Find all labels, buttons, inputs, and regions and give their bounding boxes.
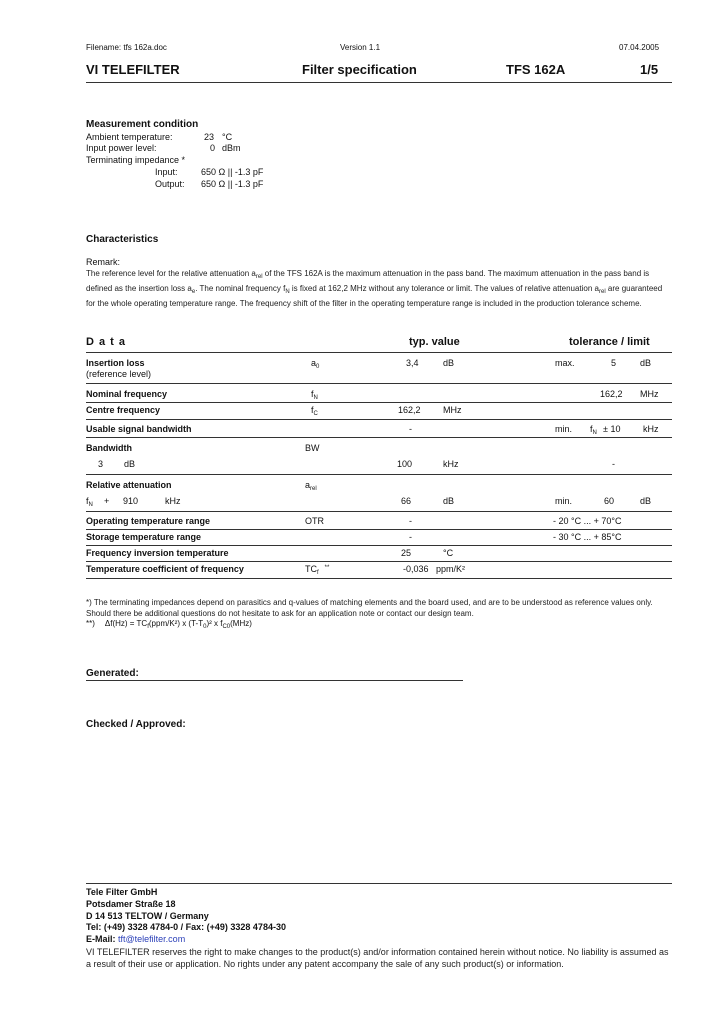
relative-attenuation-tol-prefix: min. xyxy=(555,496,573,506)
inversion-unit: °C xyxy=(443,548,454,558)
header-product: TFS 162A xyxy=(506,62,566,77)
ambient-value: 23 xyxy=(204,132,215,142)
ambient-unit: °C xyxy=(222,132,233,142)
footer-street: Potsdamer Straße 18 xyxy=(86,899,176,909)
bandwidth-level-unit: dB xyxy=(124,459,136,469)
row-rule xyxy=(86,474,672,475)
centre-frequency-symbol: $f_C$ xyxy=(311,405,318,417)
relative-attenuation-offset: 910 xyxy=(123,496,139,506)
row-rule xyxy=(86,402,672,403)
insertion-loss-sublabel: (reference level) xyxy=(86,369,152,379)
tcf-unit: ppm/K² xyxy=(436,564,466,574)
tolerance-heading: tolerance / limit xyxy=(569,336,650,348)
remark-label: Remark: xyxy=(86,257,121,267)
insertion-loss-label: Insertion loss xyxy=(86,358,145,368)
storage-tolerance: - 30 °C ... + 85°C xyxy=(553,532,622,542)
insertion-loss-symbol: $a_0$ xyxy=(311,358,320,370)
measurement-title: Measurement condition xyxy=(86,119,199,130)
footnote-2: **) $\Delta f(Hz) = TC_f(ppm/K^2)$ x $(T-T_0)^2$ x $f_{C0}(MHz)$ xyxy=(86,619,252,630)
typ-value-heading: typ. value xyxy=(409,336,460,348)
insertion-loss-unit: dB xyxy=(443,358,455,368)
relative-attenuation-tol-unit: dB xyxy=(640,496,652,506)
insertion-loss-tol-value: 5 xyxy=(611,358,617,368)
header-doc-title: Filter specification xyxy=(302,62,417,77)
relative-attenuation-freq-symbol: $f_N$ xyxy=(86,496,93,508)
output-value: 650 Ω || -1.3 pF xyxy=(201,179,264,189)
input-value: 650 Ω || -1.3 pF xyxy=(201,167,264,177)
relative-attenuation-tol-value: 60 xyxy=(604,496,615,506)
ambient-label: Ambient temperature: xyxy=(86,132,173,142)
power-label: Input power level: xyxy=(86,143,157,153)
usable-bandwidth-label: Usable signal bandwidth xyxy=(86,424,192,434)
footer-phone-fax: Tel: (+49) 3328 4784-0 / Fax: (+49) 3328 4784-30 xyxy=(86,922,286,932)
input-label: Input: xyxy=(155,167,178,177)
storage-label: Storage temperature range xyxy=(86,532,202,542)
remark-text: The reference level for the relative attenuation $a_{rel}$ of the TFS 162A is the maximum attenuation in the pass band. The maximum attenuation in the pass band is defined as the insertion loss $a_e$. The nominal frequency $f_N$ is fixed at 162,2 MHz without any tolerance or limit. The values of relative attenuation $a_{rel}$ are guaranteed for the whole operating temperature range. The frequency shift of the filter in the operating temperature range is included in the production tolerance scheme. xyxy=(86,269,663,308)
relative-attenuation-unit: dB xyxy=(443,496,455,506)
nominal-frequency-tol-unit: MHz xyxy=(640,389,659,399)
row-rule xyxy=(86,511,672,512)
otr-value: - xyxy=(409,516,412,526)
usable-bandwidth-tol-unit: kHz xyxy=(643,424,659,434)
usable-bandwidth-tol-value: ± 10 xyxy=(603,424,621,434)
row-rule xyxy=(86,383,672,384)
inversion-label: Frequency inversion temperature xyxy=(86,548,229,558)
bandwidth-unit: kHz xyxy=(443,459,459,469)
data-heading: D a t a xyxy=(86,336,127,348)
checked-approved-label: Checked / Approved: xyxy=(86,719,186,730)
usable-bandwidth-tol-symbol: $f_N$ xyxy=(590,424,597,436)
table-bottom-rule xyxy=(86,578,672,579)
insertion-loss-tol-unit: dB xyxy=(640,358,652,368)
footer-rule xyxy=(86,883,672,884)
characteristics-title: Characteristics xyxy=(86,234,159,245)
storage-value: - xyxy=(409,532,412,542)
generated-signature-line xyxy=(86,680,463,681)
row-rule xyxy=(86,437,672,438)
footer-email-label: E-Mail: xyxy=(86,934,116,944)
otr-symbol: OTR xyxy=(305,516,324,526)
relative-attenuation-value: 66 xyxy=(401,496,412,506)
power-unit: dBm xyxy=(222,143,241,153)
footer-company: Tele Filter GmbH xyxy=(86,887,158,897)
bandwidth-level-value: 3 xyxy=(98,459,104,469)
bandwidth-symbol: BW xyxy=(305,443,320,453)
row-rule xyxy=(86,561,672,562)
output-label: Output: xyxy=(155,179,185,189)
bandwidth-tol-value: - xyxy=(612,459,615,469)
inversion-value: 25 xyxy=(401,548,412,558)
row-rule xyxy=(86,545,672,546)
footer-city: D 14 513 TELTOW / Germany xyxy=(86,911,209,921)
nominal-frequency-tol-value: 162,2 xyxy=(600,389,623,399)
tcf-symbol: $TC_f^{**}$ xyxy=(305,564,330,576)
nominal-frequency-symbol: $f_N$ xyxy=(311,389,318,401)
header-company: VI TELEFILTER xyxy=(86,62,180,77)
row-rule xyxy=(86,529,672,530)
bandwidth-value: 100 xyxy=(397,459,413,469)
footnote-1: *) The terminating impedances depend on parasitics and q-values of matching elements and the board used, and are to be understood as reference values only. Should there be additional questions do not hesitate to ask for an application note or contact our design team. xyxy=(86,598,653,618)
table-header-rule xyxy=(86,352,672,353)
relative-attenuation-symbol: $a_{rel}$ xyxy=(305,480,317,492)
centre-frequency-label: Centre frequency xyxy=(86,405,161,415)
footer-email xyxy=(86,934,185,944)
tcf-value: -0,036 xyxy=(403,564,429,574)
otr-tolerance: - 20 °C ... + 70°C xyxy=(553,516,622,526)
footer-email-link[interactable]: tft@telefilter.com xyxy=(118,934,186,944)
usable-bandwidth-tol-prefix: min. xyxy=(555,424,573,434)
header-date: 07.04.2005 xyxy=(619,43,660,52)
relative-attenuation-offset-unit: kHz xyxy=(165,496,181,506)
relative-attenuation-plus: + xyxy=(104,496,110,506)
row-rule xyxy=(86,419,672,420)
power-value: 0 xyxy=(210,143,216,153)
tcf-label: Temperature coefficient of frequency xyxy=(86,564,244,574)
relative-attenuation-label: Relative attenuation xyxy=(86,480,172,490)
usable-bandwidth-value: - xyxy=(409,424,412,434)
centre-frequency-unit: MHz xyxy=(443,405,462,415)
header-filename: Filename: tfs 162a.doc xyxy=(86,43,167,52)
insertion-loss-value: 3,4 xyxy=(406,358,419,368)
centre-frequency-value: 162,2 xyxy=(398,405,421,415)
otr-label: Operating temperature range xyxy=(86,516,211,526)
header-rule xyxy=(86,82,672,83)
footer-disclaimer: VI TELEFILTER reserves the right to make changes to the product(s) and/or information contained herein without notice. No liability is assumed as a result of their use or application. No rights under any patent accompany the sale of any such product(s) or information. xyxy=(86,947,669,969)
impedance-label: Terminating impedance * xyxy=(86,155,186,165)
header-page: 1/5 xyxy=(640,62,659,77)
header-version: Version 1.1 xyxy=(340,43,381,52)
nominal-frequency-label: Nominal frequency xyxy=(86,389,168,399)
insertion-loss-tol-prefix: max. xyxy=(555,358,575,368)
generated-label: Generated: xyxy=(86,668,139,679)
bandwidth-label: Bandwidth xyxy=(86,443,132,453)
